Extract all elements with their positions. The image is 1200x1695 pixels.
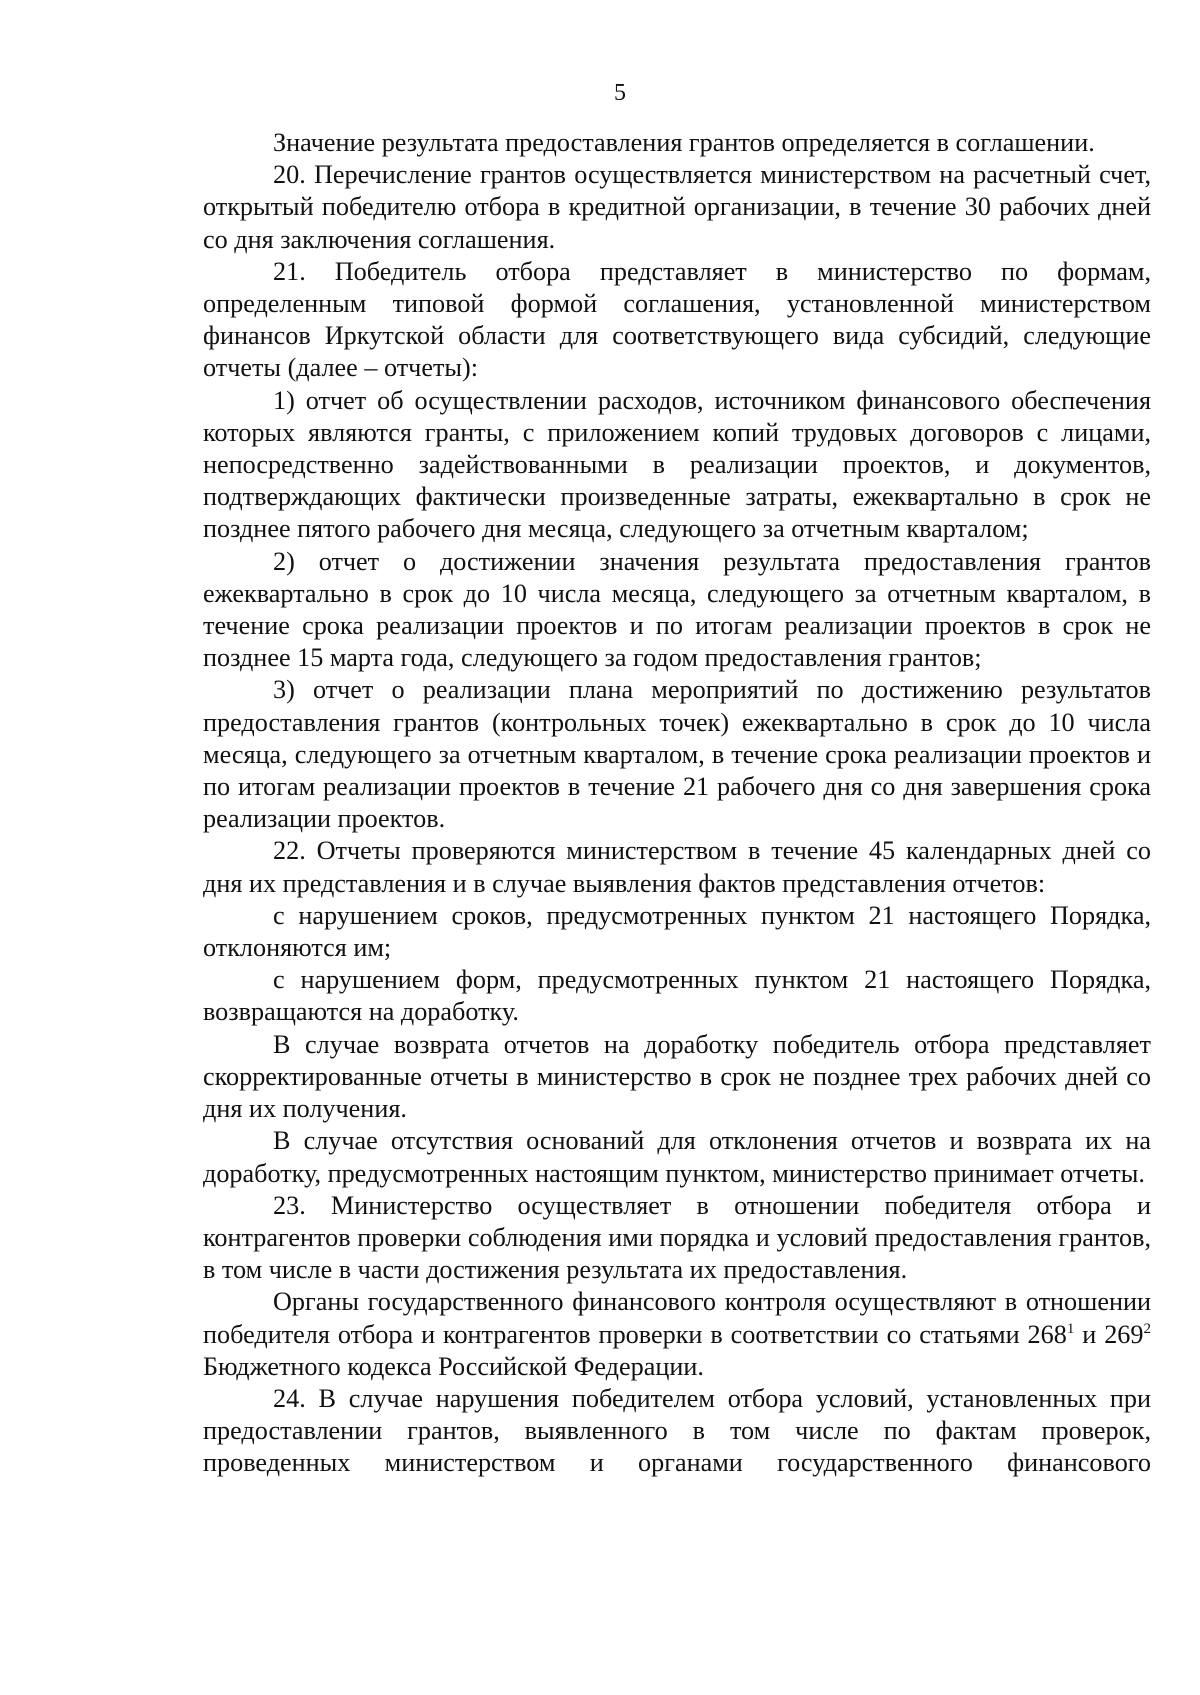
paragraph-22-deadline-violation: с нарушением сроков, предусмотренных пунктом 21 настоящего Порядка, отклоняются им; — [203, 900, 1151, 963]
paragraph-22-acceptance: В случае отсутствия оснований для отклонения отчетов и возврата их на доработку, предусмотренных настоящим пунктом, министерство принимает отчеты. — [203, 1126, 1151, 1188]
paragraph-result-value: Значение результата предоставления грантов определяется в соглашении. — [273, 128, 1095, 157]
paragraph-22-form-violation: с нарушением форм, предусмотренных пунктом 21 настоящего Порядка, возвращаются на доработку. — [203, 965, 1151, 1027]
paragraph-21-item-1: 1) отчет об осуществлении расходов, источником финансового обеспечения которых являются гранты, с приложением копий трудовых договоров с лицами, непосредственно задействованными в реализации проектов, и документов, подтверждающих фактически произведенные затраты, ежеквартально в срок не позднее пятого рабочего дня месяца, следующего за отчетным кварталом; — [203, 385, 1151, 544]
paragraph-21-item-3: 3) отчет о реализации плана мероприятий по достижению результатов предоставления грантов (контрольных точек) ежеквартально в срок до 10 числа месяца, следующего за отчетным кварталом, в течение срока реализации проектов и по итогам реализации проектов в течение 21 рабочего дня со дня завершения срока реализации проектов. — [203, 675, 1151, 834]
paragraph-23-text-part-1: Органы государственного финансового контроля осуществляют в отношении победителя отбора и контрагентов проверки в соответствии со статьями 268 — [203, 1287, 1151, 1349]
superscript-1: 1 — [1066, 1320, 1075, 1337]
page-number: 5 — [614, 80, 626, 106]
superscript-2: 2 — [1143, 1320, 1151, 1337]
paragraph-23: 23. Министерство осуществляет в отношении победителя отбора и контрагентов проверки соблюдения ими порядка и условий предоставления грантов, в том числе в части достижения результата их предоставления. — [203, 1190, 1151, 1285]
document-body — [203, 127, 1151, 1480]
paragraph-24: 24. В случае нарушения победителем отбора условий, установленных при предоставлении грантов, выявленного в том числе по фактам проверок, проведенных министерством и органами государственного финансового — [203, 1383, 1151, 1478]
paragraph-21: 21. Победитель отбора представляет в министерство по формам, определенным типовой формой соглашения, установленной министерством финансов Иркутской области для соответствующего вида субсидий, следующие отчеты (далее – отчеты): — [203, 256, 1151, 383]
paragraph-21-item-2: 2) отчет о достижении значения результата предоставления грантов ежеквартально в срок до 10 числа месяца, следующего за отчетным кварталом, в течение срока реализации проектов и по итогам реализации проектов в срок не позднее 15 марта года, следующего за годом предоставления грантов; — [203, 546, 1151, 673]
paragraph-22-return-for-revision: В случае возврата отчетов на доработку победитель отбора представляет скорректированные отчеты в министерство в срок не позднее трех рабочих дней со дня их получения. — [203, 1029, 1151, 1124]
paragraph-23-text-part-3: Бюджетного кодекса Российской Федерации. — [203, 1351, 704, 1381]
paragraph-23-financial-control — [203, 1286, 1151, 1383]
paragraph-20: 20. Перечисление грантов осуществляется министерством на расчетный счет, открытый победителю отбора в кредитной организации, в течение 30 рабочих дней со дня заключения соглашения. — [203, 160, 1151, 254]
paragraph-23-text-part-2: и 269 — [1074, 1319, 1144, 1349]
paragraph-22: 22. Отчеты проверяются министерством в течение 45 календарных дней со дня их представления и в случае выявления фактов представления отчетов: — [203, 836, 1151, 898]
